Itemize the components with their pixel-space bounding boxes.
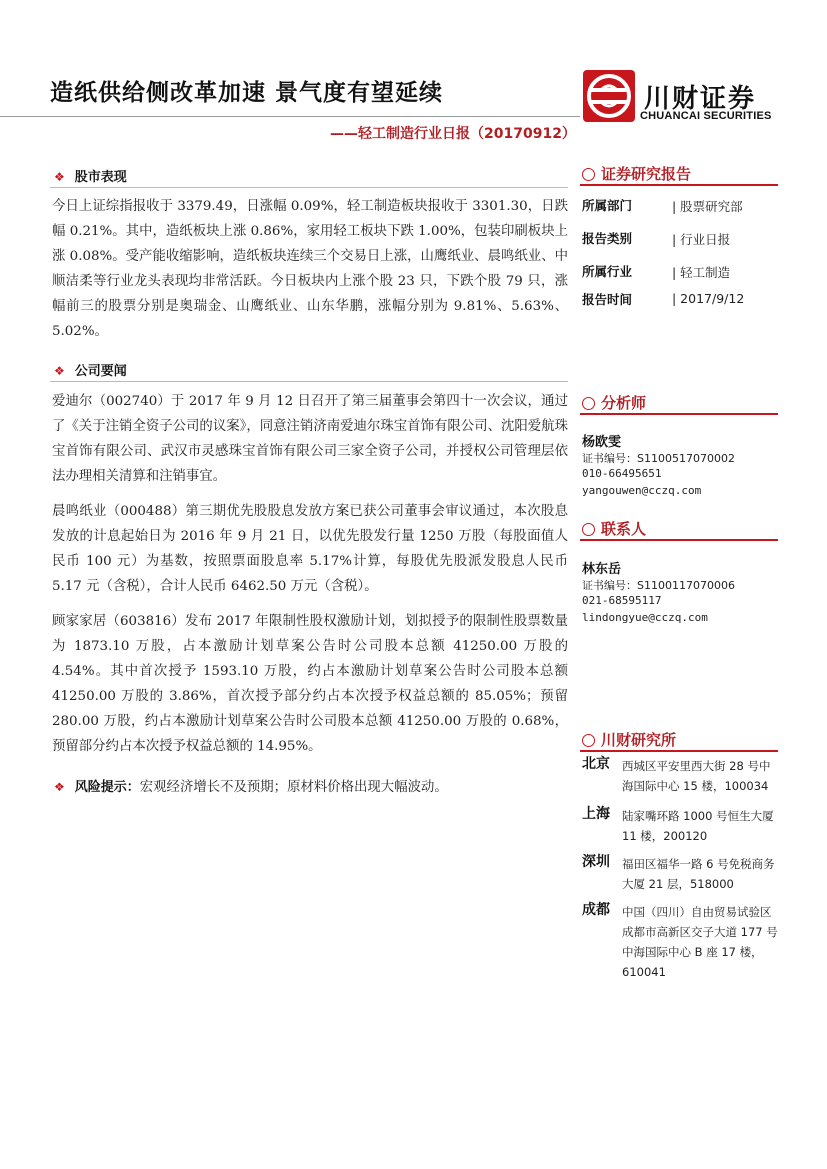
- analyst-phone: 010-66495651: [582, 467, 662, 480]
- meta-value: | 2017/9/12: [672, 291, 745, 306]
- analyst-cert: 证书编号：S1100517070002: [582, 452, 735, 465]
- contact-name: 林东岳: [582, 562, 622, 577]
- analyst-email: yangouwen@cczq.com: [582, 484, 702, 497]
- sidebar-divider: [580, 750, 778, 752]
- news-item: 顾家家居（603816）发布 2017 年限制性股权激励计划，划拟授予的限制性股票数量为 1873.10 万股，占本激励计划草案公告时公司股本总额 41250.00 万股的 4.54%。其中首次授予 1593.10 万股，约占本激励计划草案公告时公司股本总额 41250.00 万股的 3.86%，首次授予部分约占本次授予权益总额的 85.05%；预留 280.00 万股，约占本激励计划草案公告时公司股本总额 41250.00 万股的 0.68%，预留部分约占本次授予权益总额的 14.95%。: [52, 614, 568, 754]
- ring-icon: [582, 734, 595, 747]
- section-divider: [50, 187, 568, 188]
- office-address: 福田区福华一路 6 号免税商务大厦 21 层，518000: [622, 857, 775, 891]
- office-city: 成都: [582, 902, 610, 918]
- brand-name-en: CHUANCAI SECURITIES: [640, 110, 772, 122]
- diamond-bullet-icon: ❖: [54, 170, 65, 184]
- office-address: 陆家嘴环路 1000 号恒生大厦 11 楼，200120: [622, 809, 774, 843]
- office-city: 深圳: [582, 854, 610, 870]
- sidebar-analyst-heading: 分析师: [582, 392, 646, 413]
- meta-value: | 行业日报: [672, 232, 731, 247]
- meta-label: 报告时间: [582, 292, 633, 307]
- news-item: 爱迪尔（002740）于 2017 年 9 月 12 日召开了第三届董事会第四十一次会议，通过了《关于注销全资子公司的议案》，同意注销济南爱迪尔珠宝首饰有限公司、沈阳爱航珠宝首饰有限公司、武汉市灵感珠宝首饰有限公司三家全资子公司，并授权公司管理层依法办理相关清算和注销事宜。: [52, 394, 568, 484]
- ring-icon: [582, 397, 595, 410]
- meta-label: 报告类别: [582, 231, 633, 246]
- market-paragraph: 今日上证综指报收于 3379.49，日涨幅 0.09%，轻工制造板块报收于 3301.30，日跌幅 0.21%。其中，造纸板块上涨 0.86%，家用轻工板块下跌 1.00%，包装印刷板块上涨 0.08%。受产能收缩影响，造纸板块连续三个交易日上涨，山鹰纸业、晨鸣纸业、中顺洁柔等行业龙头表现均非常活跃。今日板块内上涨个股 23 只，下跌个股 79 只，涨幅前三的股票分别是奥瑞金、山鹰纸业、山东华鹏，涨幅分别为 9.81%、5.63%、5.02%。: [52, 199, 568, 339]
- diamond-bullet-icon: ❖: [54, 364, 65, 378]
- meta-label: 所属行业: [582, 264, 633, 279]
- office-address: 西城区平安里西大街 28 号中海国际中心 15 楼，100034: [622, 759, 771, 793]
- report-subtitle: ——轻工制造行业日报（20170912）: [330, 126, 576, 142]
- sidebar-institute-heading: 川财研究所: [582, 729, 676, 750]
- ring-icon: [582, 168, 595, 181]
- section-divider: [50, 381, 568, 382]
- meta-label: 所属部门: [582, 198, 633, 213]
- ring-icon: [582, 523, 595, 536]
- section-market-heading: ❖ 股市表现: [54, 170, 127, 185]
- risk-note: ❖ 风险提示：宏观经济增长不及预期；原材料价格出现大幅波动。: [54, 780, 448, 795]
- meta-value: | 轻工制造: [672, 265, 731, 280]
- sidebar-divider: [580, 413, 778, 415]
- contact-cert: 证书编号：S1100117070006: [582, 579, 735, 592]
- brand-name-cn: 川财证券: [644, 84, 757, 114]
- sidebar-divider: [580, 539, 778, 541]
- contact-phone: 021-68595117: [582, 594, 662, 607]
- diamond-bullet-icon: ❖: [54, 780, 65, 794]
- section-news-heading: ❖ 公司要闻: [54, 364, 127, 379]
- header-rule: [0, 116, 580, 117]
- contact-email: lindongyue@cczq.com: [582, 611, 708, 624]
- office-city: 上海: [582, 806, 610, 822]
- report-title: 造纸供给侧改革加速 景气度有望延续: [50, 80, 444, 106]
- meta-value: | 股票研究部: [672, 199, 743, 214]
- sidebar-divider: [580, 184, 778, 186]
- office-address: 中国（四川）自由贸易试验区成都市高新区交子大道 177 号中海国际中心 B 座 17 楼，610041: [622, 905, 778, 979]
- brand-logo-icon: [583, 70, 635, 122]
- office-city: 北京: [582, 756, 610, 772]
- sidebar-contact-heading: 联系人: [582, 518, 646, 539]
- sidebar-report-heading: 证券研究报告: [582, 163, 691, 184]
- analyst-name: 杨欧雯: [582, 435, 622, 450]
- news-item: 晨鸣纸业（000488）第三期优先股股息发放方案已获公司董事会审议通过，本次股息发放的计息起始日为 2016 年 9 月 21 日，以优先股发行量 1250 万股（每股面值人民币 100 元）为基数，按照票面股息率 5.17%计算，每股优先股派发股息人民币 5.17 元（含税），合计人民币 6462.50 万元（含税）。: [52, 504, 568, 594]
